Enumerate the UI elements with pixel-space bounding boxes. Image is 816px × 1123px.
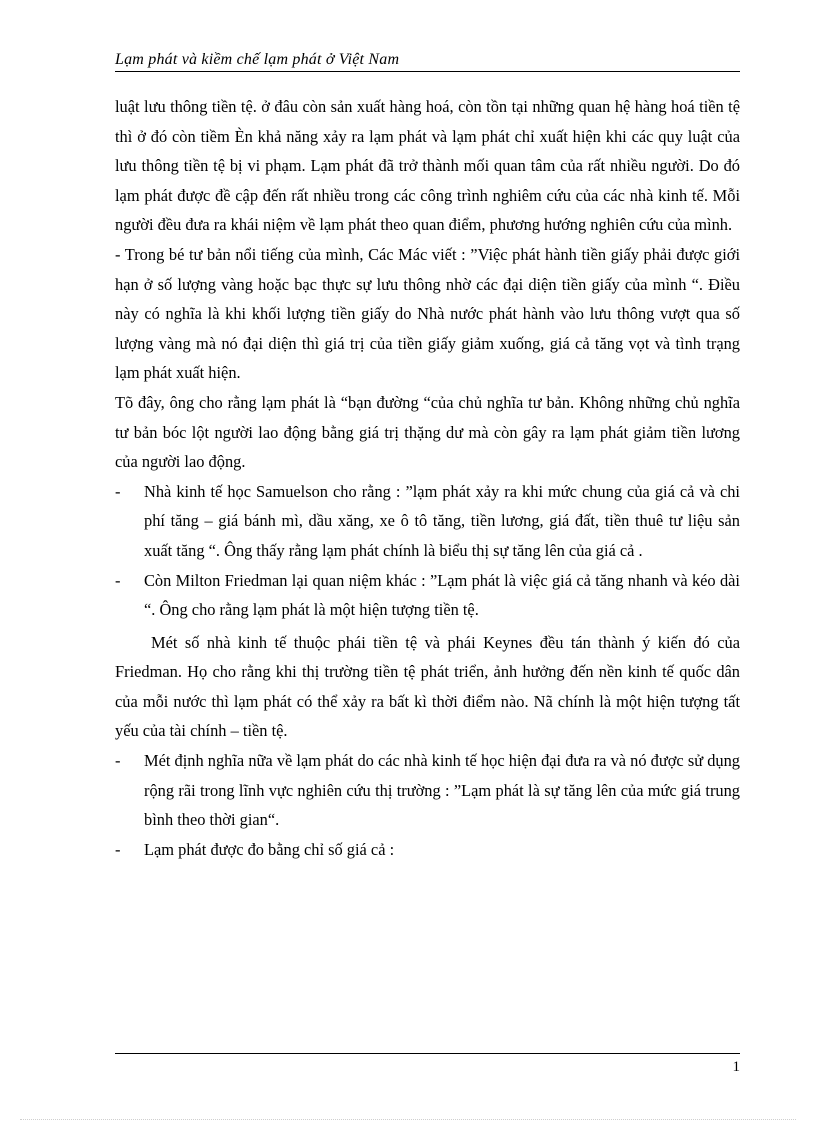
page-bottom-dotted-line bbox=[20, 1119, 796, 1120]
bullet-text: Mét định nghĩa nữa về lạm phát do các nhà kinh tế học hiện đại đưa ra và nó được sử dụng rộng rãi trong lĩnh vực nghiên cứu thị trường : ”Lạm phát là sự tăng lên của mức giá trung bình theo thời gian“. bbox=[144, 751, 740, 830]
bullet-samuelson bbox=[115, 477, 740, 566]
paragraph-capitalism: Tõ đây, ông cho rằng lạm phát là “bạn đường “của chủ nghĩa tư bản. Không những chủ nghĩa tư bản bóc lột người lao động bằng giá trị thặng dư mà còn gây ra lạm phát giảm tiền lương của người lao động. bbox=[115, 392, 740, 472]
bullet-dash: - bbox=[115, 481, 121, 501]
bullet-text: Nhà kinh tế học Samuelson cho rằng : ”lạm phát xảy ra khi mức chung của giá cả và chi phí tăng – giá bánh mì, dầu xăng, xe ô tô tăng, tiền lương, giá đất, tiền thuê tư liệu sản xuất tăng “. Ông thấy rằng lạm phát chính là biểu thị sự tăng lên của giá cả . bbox=[144, 481, 740, 560]
bullet-dash: - bbox=[115, 570, 121, 590]
page-header-title: Lạm phát và kiềm chế lạm phát ở Việt Nam bbox=[115, 51, 400, 68]
bullet-dash: - bbox=[115, 839, 121, 859]
page-number: 1 bbox=[732, 1059, 740, 1075]
bullet-dash: - bbox=[115, 751, 121, 771]
footer-rule bbox=[115, 1053, 740, 1054]
header-rule bbox=[115, 71, 740, 72]
bullet-text: Lạm phát được đo bằng chỉ số giá cả : bbox=[144, 839, 395, 859]
paragraph-keynes: Mét số nhà kinh tế thuộc phái tiền tệ và phái Keynes đều tán thành ý kiến đó của Friedman. Họ cho rằng khi thị trường tiền tệ phát triển, ảnh hưởng đến nền kinh tế quốc dân của mỗi nước thì lạm phát có thể xảy ra bất kì thời điểm nào. Nã chính là một hiện tượng tất yếu của tài chính – tiền tệ. bbox=[115, 632, 740, 741]
document-body bbox=[115, 92, 740, 864]
bullet-modern-definition bbox=[115, 746, 740, 835]
paragraph-marx: - Trong bé tư bản nổi tiếng của mình, Các Mác viết : ”Việc phát hành tiền giấy phải được giới hạn ở số lượng vàng hoặc bạc thực sự lưu thông nhờ các đại diện tiền giấy của mình “. Điều này có nghĩa là khi khối lượng tiền giấy do Nhà nước phát hành vào lưu thông vượt qua số lượng vàng mà nó đại diện thì giá trị của tiền giấy giảm xuống, giá cả tăng vọt và tình trạng lạm phát xuất hiện. bbox=[115, 244, 740, 383]
bullet-text: Còn Milton Friedman lại quan niệm khác : ”Lạm phát là việc giá cả tăng nhanh và kéo dài “. Ông cho rằng lạm phát là một hiện tượng tiền tệ. bbox=[144, 570, 740, 620]
paragraph-intro: luật lưu thông tiền tệ. ở đâu còn sản xuất hàng hoá, còn tồn tại những quan hệ hàng hoá tiền tệ thì ở đó còn tiềm Èn khả năng xảy ra lạm phát và lạm phát chỉ xuất hiện khi các quy luật của lưu thông tiền tệ bị vi phạm. Lạm phát đã trở thành mối quan tâm của rất nhiều người. Do đó lạm phát được đề cập đến rất nhiều trong các công trình nghiêm cứu của các nhà kinh tế. Mỗi người đều đưa ra khái niệm về lạm phát theo quan điểm, phương hướng nghiên cứu của mình. bbox=[115, 97, 740, 235]
bullet-friedman bbox=[115, 566, 740, 625]
bullet-price-index bbox=[115, 835, 740, 865]
